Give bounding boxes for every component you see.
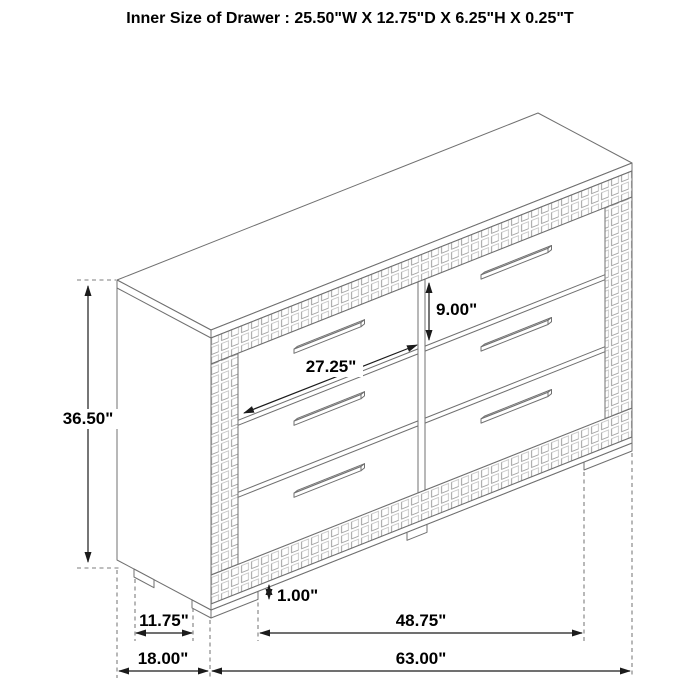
- dim-drawer-face-height: 9.00": [436, 300, 478, 319]
- left-side-panel: [117, 280, 211, 610]
- dim-overall-depth: 18.00": [137, 649, 189, 668]
- trim-stile-right: [605, 197, 632, 419]
- dim-front-leg-span: 48.75": [395, 611, 447, 630]
- dim-overall-width: 63.00": [395, 649, 447, 668]
- center-stile: [418, 279, 425, 493]
- trim-stile-left: [211, 353, 238, 575]
- dim-overall-height: 36.50": [62, 409, 114, 428]
- dim-leg-height: 1.00": [277, 586, 319, 605]
- dim-drawer-face-width: 27.25": [305, 357, 357, 376]
- diagram-title: Inner Size of Drawer : 25.50"W X 12.75"D X 6.25"H X 0.25"T: [126, 10, 574, 27]
- dresser-drawing: [117, 113, 632, 618]
- dim-side-leg-spacing: 11.75": [139, 611, 189, 630]
